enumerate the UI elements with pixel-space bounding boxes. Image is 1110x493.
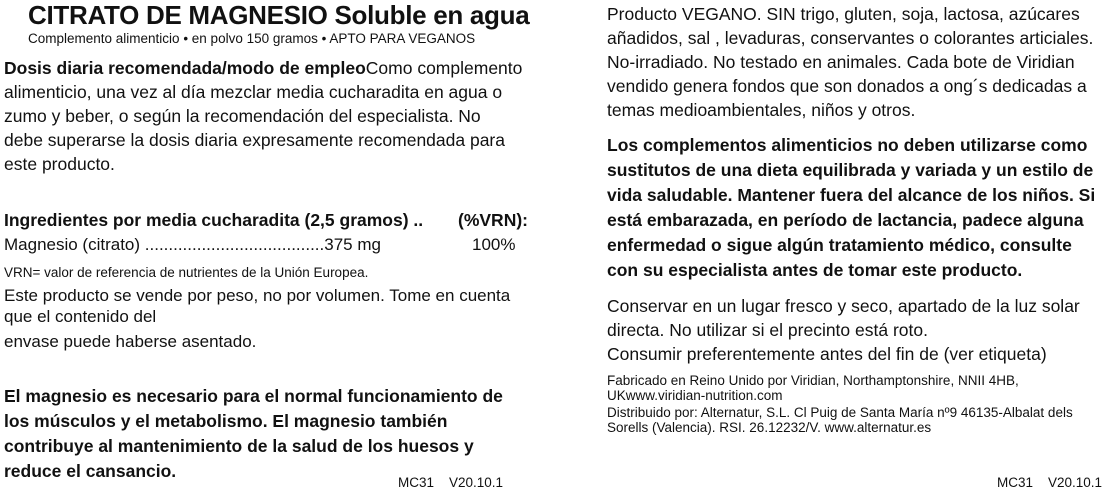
right-version-code: MC31 V20.10.1 (997, 475, 1103, 490)
weight-note-3: envase puede haberse asentado. (4, 332, 257, 351)
left-version-code: MC31 V20.10.1 (398, 475, 504, 490)
health-claims: El magnesio es necesario para el normal funcionamiento de los músculos y el metabolismo. El magnesio también contribuye al mantenimiento de la salud de los huesos y reduce el cansancio. (4, 386, 503, 481)
vrn-note: VRN= valor de referencia de nutrientes de la Unión Europea. (4, 265, 369, 280)
distributor-text: Distribuido por: Alternatur, S.L. Cl Puig de Santa María nº9 46135-Albalat dels Sorells (Valencia). RSI. 26.12232/V. www.alternatur.es (607, 405, 1073, 435)
dosage-block (4, 56, 524, 176)
ingredient-magnesium-vrn: 100% (472, 235, 516, 254)
ingredients-vrn-header: (%VRN): (458, 210, 528, 230)
storage-text: Conservar en un lugar fresco y seco, apartado de la luz solar directa. No utilizar si el precinto está roto. (607, 296, 1080, 340)
weight-note-1: Este producto se vende por peso, no por volumen. Tome en cuenta (4, 286, 511, 305)
vegan-info: Producto VEGANO. SIN trigo, gluten, soja, lactosa, azúcares añadidos, sal , levaduras, conservantes o colorantes articiales. No-irradiado. No testado en animales. Cada bote de Viridian vendido genera fondos que son donados a ong´s dedicadas a temas medioambientales, niños y otros. (607, 4, 1094, 120)
warning-text: Los complementos alimenticios no deben utilizarse como sustitutos de una dieta equilibrada y variada y un estilo de vida saludable. Mantener fuera del alcance de los niños. Si está embarazada, en período de lactancia, padece alguna enfermedad o sigue algún tratamiento médico, consulte con su especialista antes de tomar este producto. (607, 135, 1096, 280)
dosage-heading: Dosis diaria recomendada/modo de empleo (4, 58, 366, 78)
ingredient-magnesium: Magnesio (citrato) ......................................375 mg (4, 235, 381, 254)
manufacturer-text: Fabricado en Reino Unido por Viridian, Northamptonshire, NNII 4HB, UKwww.viridian-nutrition.com (607, 373, 1019, 403)
product-subtitle: Complemento alimenticio • en polvo 150 gramos • APTO PARA VEGANOS (28, 31, 476, 46)
dosage-text: Como complemento alimenticio, una vez al día mezclar media cucharadita en agua o zumo y beber, o según la recomendación del especialista. No debe superarse la dosis diaria expresamente recomendada para este producto. (4, 58, 523, 174)
product-title: CITRATO DE MAGNESIO Soluble en agua (28, 0, 530, 30)
weight-note-2: que el contenido del (4, 307, 157, 326)
best-before-text: Consumir preferentemente antes del fin de (ver etiqueta) (607, 344, 1047, 364)
ingredients-header: Ingredientes por media cucharadita (2,5 gramos) .. (4, 210, 424, 230)
